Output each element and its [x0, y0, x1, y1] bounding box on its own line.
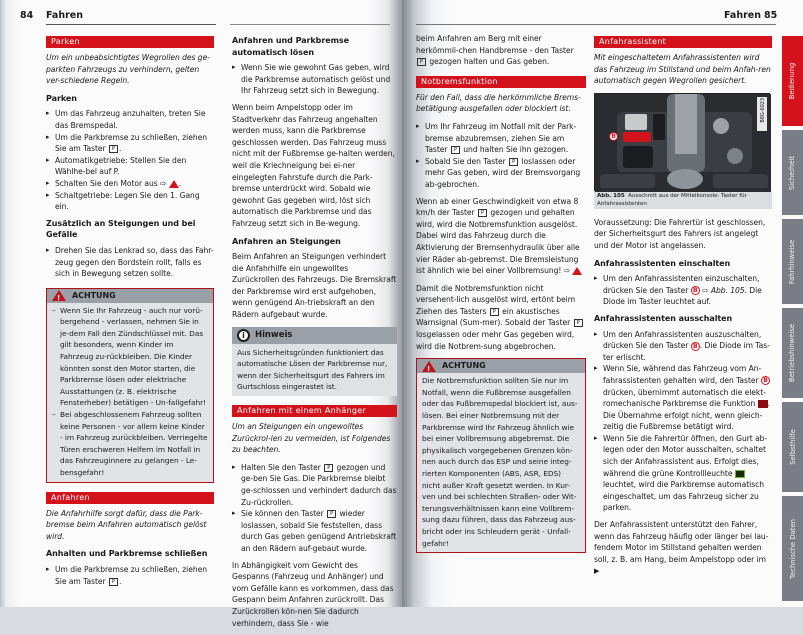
- chapter-tab-fahrhinweise[interactable]: Fahrhinweise: [782, 219, 803, 304]
- section-bar-notbremsfunktion: Notbremsfunktion: [416, 76, 586, 88]
- parking-brake-button-icon: P: [451, 146, 460, 154]
- subheading: Anfahren und Parkbremse automatisch lösen: [232, 36, 349, 57]
- paragraph: Voraussetzung: Die Fahrertür ist geschlossen, der Sicherheitsgurt des Fahrers ist angelegt und der Motor ist angelassen.: [594, 217, 766, 250]
- header-rule: [230, 24, 390, 25]
- parking-brake-button-icon: P: [574, 319, 583, 327]
- paragraph: Beim Anfahren an Steigungen verhindert die Anfahrhilfe ein ungewolltes Zurückrollen des Fahrzeugs. Die Bremskraft der Parkbremse wird erst aufgehoben, wenn genügend An-triebskraft an den Rädern aufgebaut wurde.: [232, 252, 397, 320]
- warning-header: [47, 289, 213, 303]
- callout-b-icon: B: [691, 286, 700, 295]
- paragraph: Damit die Notbremsfunktion nicht versehent-lich ausgelöst wird, ertönt beim Ziehen des Tasters P ein akustisches Warnsignal (Sum-mer). Sobald der Taster P losgelassen oder mehr Gas gegeben wird, wird die Notbrem-sung abgebrochen.: [416, 283, 586, 353]
- warning-triangle-icon: [422, 361, 436, 372]
- note-title: Hinweis: [255, 330, 293, 341]
- warning-box: [46, 288, 214, 483]
- left-column-2: [232, 33, 397, 635]
- list-item: ▸ Um den Anfahrassistenten einzuschalten, drücken Sie den Taster B ⇨ Abb. 105. Die Diode im Taster leuchtet auf.: [594, 273, 772, 308]
- section-bar-anfahrassistent: Anfahrassistent: [594, 36, 772, 48]
- page-number: 85: [764, 10, 778, 21]
- list-item: ▸ Wenn Sie die Fahrertür öffnen, den Gurt ab-legen oder den Motor ausschalten, schaltet sich der Anfahrassistent aus. Erfolgt dies, während die grüne Kontrollleuchte leuchtet, wird die Parkbremse automatisch eingeschaltet, um das Fahrzeug sicher zu parken.: [594, 433, 772, 514]
- list-item: ▸ Um das Fahrzeug anzuhalten, treten Sie das Bremspedal.: [46, 108, 214, 131]
- running-title: Fahren: [724, 10, 761, 21]
- warning-triangle-icon: [572, 267, 582, 275]
- list-item: ▸ Sobald Sie den Taster P loslassen oder mehr Gas geben, wird der Bremsvorgang ab-gebrochen.: [416, 156, 586, 191]
- figure-callout-b: B: [609, 132, 618, 141]
- subheading: Anfahrassistenten einschalten: [594, 258, 731, 268]
- warning-text: Die Notbremsfunktion sollten Sie nur im Notfall, wenn die Fußbremse ausgefallen oder das Fußbremspedal blockiert ist, aus-lösen. Bei einer Notbremsung mit der Parkbremse wird Ihr Fahrzeug ähnlich wie bei einer Vollbremsung abgebremst. Die physikalisch vorgegebenen Grenzen kön-nen auch durch das ESP und seine integ-rierten Komponenten (ABS, ASR, EDS) nicht außer Kraft gesetzt werden. In Kur-ven und bei schlechten Straßen- oder Wit-terungsverhältnissen kann eine Vollbrem-sung dazu führen, dass das Fahrzeug aus-bricht oder ins Schleudern gerät - Unfall-gefahr!: [422, 376, 578, 548]
- figure-caption: Abb. 105 Ausschnitt aus der Mittelkonsole: Taster für Anfahrassistenten: [594, 191, 772, 209]
- section-bar-anhaenger: Anfahren mit einem Anhänger: [232, 405, 397, 417]
- chapter-tab-sicherheit[interactable]: Sicherheit: [782, 130, 803, 215]
- chapter-tab-technische-daten[interactable]: Technische Daten: [782, 496, 803, 601]
- left-page: [0, 0, 402, 628]
- bullet-list: [46, 245, 214, 280]
- section-bar-anfahren: Anfahren: [46, 492, 214, 504]
- header-rule: [46, 24, 216, 25]
- continue-arrow-icon: ▶: [594, 567, 600, 576]
- list-item: ▸ Halten Sie den Taster P gezogen und ge-ben Sie Gas. Die Parkbremse bleibt ge-schlossen und verhindert dadurch das Zu-rückrollen.: [232, 462, 397, 508]
- subheading: Anfahrassistenten ausschalten: [594, 313, 733, 323]
- bullet-list: [594, 329, 772, 515]
- list-item: ▸ Um die Parkbremse zu schließen, ziehen Sie am Taster P .: [46, 132, 214, 155]
- center-console-figure: [594, 93, 770, 191]
- warning-item: – Wenn Sie Ihr Fahrzeug - auch nur vorü-bergehend - verlassen, nehmen Sie in je-dem Fall den Zündschlüssel mit. Das gilt besonders, wenn Kinder im Fahrzeug zu-rückbleiben. Die Kinder könnten sonst den Motor starten, die Parkbremse lösen oder elektrische Ausstattungen (z. B. elektrische Fensterheber) betätigen - Un-fallgefahr!: [52, 305, 208, 409]
- warning-triangle-icon: [52, 290, 66, 301]
- center-console-illustration: [595, 94, 771, 192]
- right-page: [402, 0, 803, 607]
- intro-text: Um an Steigungen ein ungewolltes Zurückrol-len zu vermeiden, ist Folgendes zu beachten.: [232, 422, 391, 455]
- parking-brake-button-icon: P: [417, 58, 426, 66]
- list-item: ▸ Sie können den Taster P wieder loslassen, sobald Sie feststellen, dass durch Gas geben genügend Antriebskraft an den Rädern auf-gebaut wurde.: [232, 508, 397, 554]
- paragraph: In Abhängigkeit vom Gewicht des Gespanns (Fahrzeug und Anhänger) und vom Gefälle kann es vorkommen, dass das Gespann beim Anfahren zurückrollt. Das Zurückrollen kön-nen Sie dadurch verhindern, dass Sie - wie: [232, 560, 394, 628]
- paragraph: Wenn beim Ampelstopp oder im Stadtverkehr das Fahrzeug angehalten werden muss, kann die Parkbremse geschlossen werden. Das Fahrzeug muss nicht mit der Fußbremse ge-halten werden, weil die Kriechneigung bei ei-ner eingelegten Fahrstufe durch die Park-bremse unterdrückt wird. Sobald wie gewohnt Gas gegeben wird, löst sich automatisch die Parkbremse und das Fahrzeug setzt sich in Be-wegung.: [232, 102, 395, 228]
- header-rule: [416, 24, 776, 25]
- warning-triangle-icon: [169, 180, 179, 188]
- list-item: ▸ Um den Anfahrassistenten auszuschalten, drücken Sie den Taster B . Die Diode im Tas-ter erlischt.: [594, 329, 772, 364]
- bullet-list: [232, 462, 397, 555]
- parking-brake-button-icon: P: [109, 145, 118, 153]
- parking-brake-button-icon: P: [478, 209, 487, 217]
- running-title: Fahren: [46, 10, 83, 21]
- list-item: ▸ Wenn Sie, während das Fahrzeug vom An-fahrassistenten gehalten wird, den Taster B drücken, übernimmt automatisch die elekt-romechanische Parkbremse die Funktion . Die Übernahme erfolgt nicht, wenn gleich-zeitig die Fußbremse betätigt wird.: [594, 363, 772, 433]
- subheading: Parken: [46, 93, 77, 103]
- right-column-1: [416, 33, 586, 560]
- list-item: ▸ Um Ihr Fahrzeug im Notfall mit der Park-bremse abzubremsen, ziehen Sie am Taster P und halten Sie ihn gezogen.: [416, 121, 586, 156]
- figure-reference-link[interactable]: Abb. 105: [710, 285, 745, 295]
- paragraph: beim Anfahren am Berg mit einer herkömmli-chen Handbremse - den Taster P gezogen halten und Gas geben.: [416, 34, 574, 67]
- left-column-1: [46, 36, 214, 592]
- parking-brake-button-icon: P: [327, 510, 336, 518]
- list-item: ▸ Schaltgetriebe: Legen Sie den 1. Gang ein.: [46, 190, 214, 213]
- bullet-list: [46, 108, 214, 212]
- note-box: [232, 327, 397, 396]
- bullet-list: [232, 62, 397, 97]
- chapter-tab-bedienung[interactable]: Bedienung: [782, 36, 803, 126]
- parking-brake-lamp-icon: [758, 400, 768, 408]
- warning-item: – Bei abgeschlossenem Fahrzeug sollten keine Personen - vor allem keine Kinder - im Fahrzeug zurückbleiben. Verriegelte Türen erschweren Helfern im Notfall in das Fahrzeuginnere zu gelangen - Le-bensgefahr!: [52, 409, 208, 479]
- bullet-list: [594, 273, 772, 308]
- parking-brake-button-icon: P: [324, 464, 333, 472]
- subheading: Zusätzlich an Steigungen und bei Gefälle: [46, 218, 196, 240]
- list-item: ▸ Wenn Sie wie gewohnt Gas geben, wird die Parkbremse automatisch gelöst und Ihr Fahrzeug setzt sich in Bewegung.: [232, 62, 397, 97]
- chapter-tab-selbsthilfe[interactable]: Selbsthilfe: [782, 402, 803, 492]
- parking-brake-button-icon: P: [109, 578, 118, 586]
- bullet-list: [416, 121, 586, 191]
- list-item: ▸ Schalten Sie den Motor aus ⇨ .: [46, 178, 214, 190]
- callout-b-icon: B: [761, 376, 770, 385]
- list-item: ▸ Drehen Sie das Lenkrad so, dass das Fahr-zeug gegen den Bordstein rollt, falls es sich in Bewegung setzen sollte.: [46, 245, 214, 280]
- parking-brake-button-icon: P: [509, 158, 518, 166]
- note-header: [232, 327, 397, 344]
- subheading: Anhalten und Parkbremse schließen: [46, 549, 208, 559]
- warning-header: [417, 359, 585, 373]
- section-bar-parken: Parken: [46, 36, 214, 48]
- paragraph: Der Anfahrassistent unterstützt den Fahrer, wenn das Fahrzeug häufig oder länger bei lau-fendem Motor im Stillstand gehalten werden soll, z. B. am Hang, beim Ampelstopp oder im ▶: [594, 520, 769, 576]
- green-indicator-lamp-icon: [735, 470, 745, 478]
- callout-b-icon: B: [691, 342, 700, 351]
- warning-title: ACHTUNG: [72, 290, 116, 300]
- figure-code: B8G-6023: [760, 97, 766, 123]
- right-column-2: [594, 36, 772, 584]
- page-number: 84: [20, 10, 34, 21]
- intro-text: Die Anfahrhilfe sorgt dafür, dass die Park-bremse beim Anfahren automatisch gelöst wird.: [46, 508, 207, 541]
- info-icon: i: [237, 329, 250, 342]
- warning-box: [416, 358, 586, 553]
- parking-brake-button-icon: P: [490, 308, 499, 316]
- chapter-tab-betriebshinweise[interactable]: Betriebshinweise: [782, 308, 803, 398]
- bullet-list: [46, 564, 214, 587]
- paragraph: Wenn ab einer Geschwindigkeit von etwa 8 km/h der Taster P gezogen und gehalten wird, wird die Notbremsfunktion ausgelöst. Dabei wird das Fahrzeug durch die Aktivierung der Bremsenhydraulik über alle vier Räder ab-gebremst. Die Bremsleistung ist ähnlich wie bei einer Vollbremsung! ⇨: [416, 196, 586, 277]
- note-text: Aus Sicherheitsgründen funktioniert das automatische Lösen der Parkbremse nur, wenn der Sicherheitsgurt des Fahrers im Gurtschloss eingerastet ist.: [237, 347, 388, 392]
- subheading: Anfahren an Steigungen: [232, 236, 341, 246]
- intro-text: Um ein unbeabsichtigtes Wegrollen des ge-parkten Fahrzeugs zu verhindern, gelten ver-schiedene Regeln.: [46, 53, 210, 86]
- intro-text: Mit eingeschaltetem Anfahrassistenten wird das Fahrzeug im Stillstand und beim Anfah-ren automatisch gegen Wegrollen gesichert.: [594, 53, 771, 86]
- warning-title: ACHTUNG: [442, 361, 486, 371]
- intro-text: Für den Fall, dass die herkömmliche Brems-betätigung ausgefallen oder blockiert ist.: [416, 92, 581, 114]
- list-item: ▸ Automatikgetriebe: Stellen Sie den Wählhe-bel auf P.: [46, 155, 214, 178]
- list-item: ▸ Um die Parkbremse zu schließen, ziehen Sie am Taster P .: [46, 564, 214, 587]
